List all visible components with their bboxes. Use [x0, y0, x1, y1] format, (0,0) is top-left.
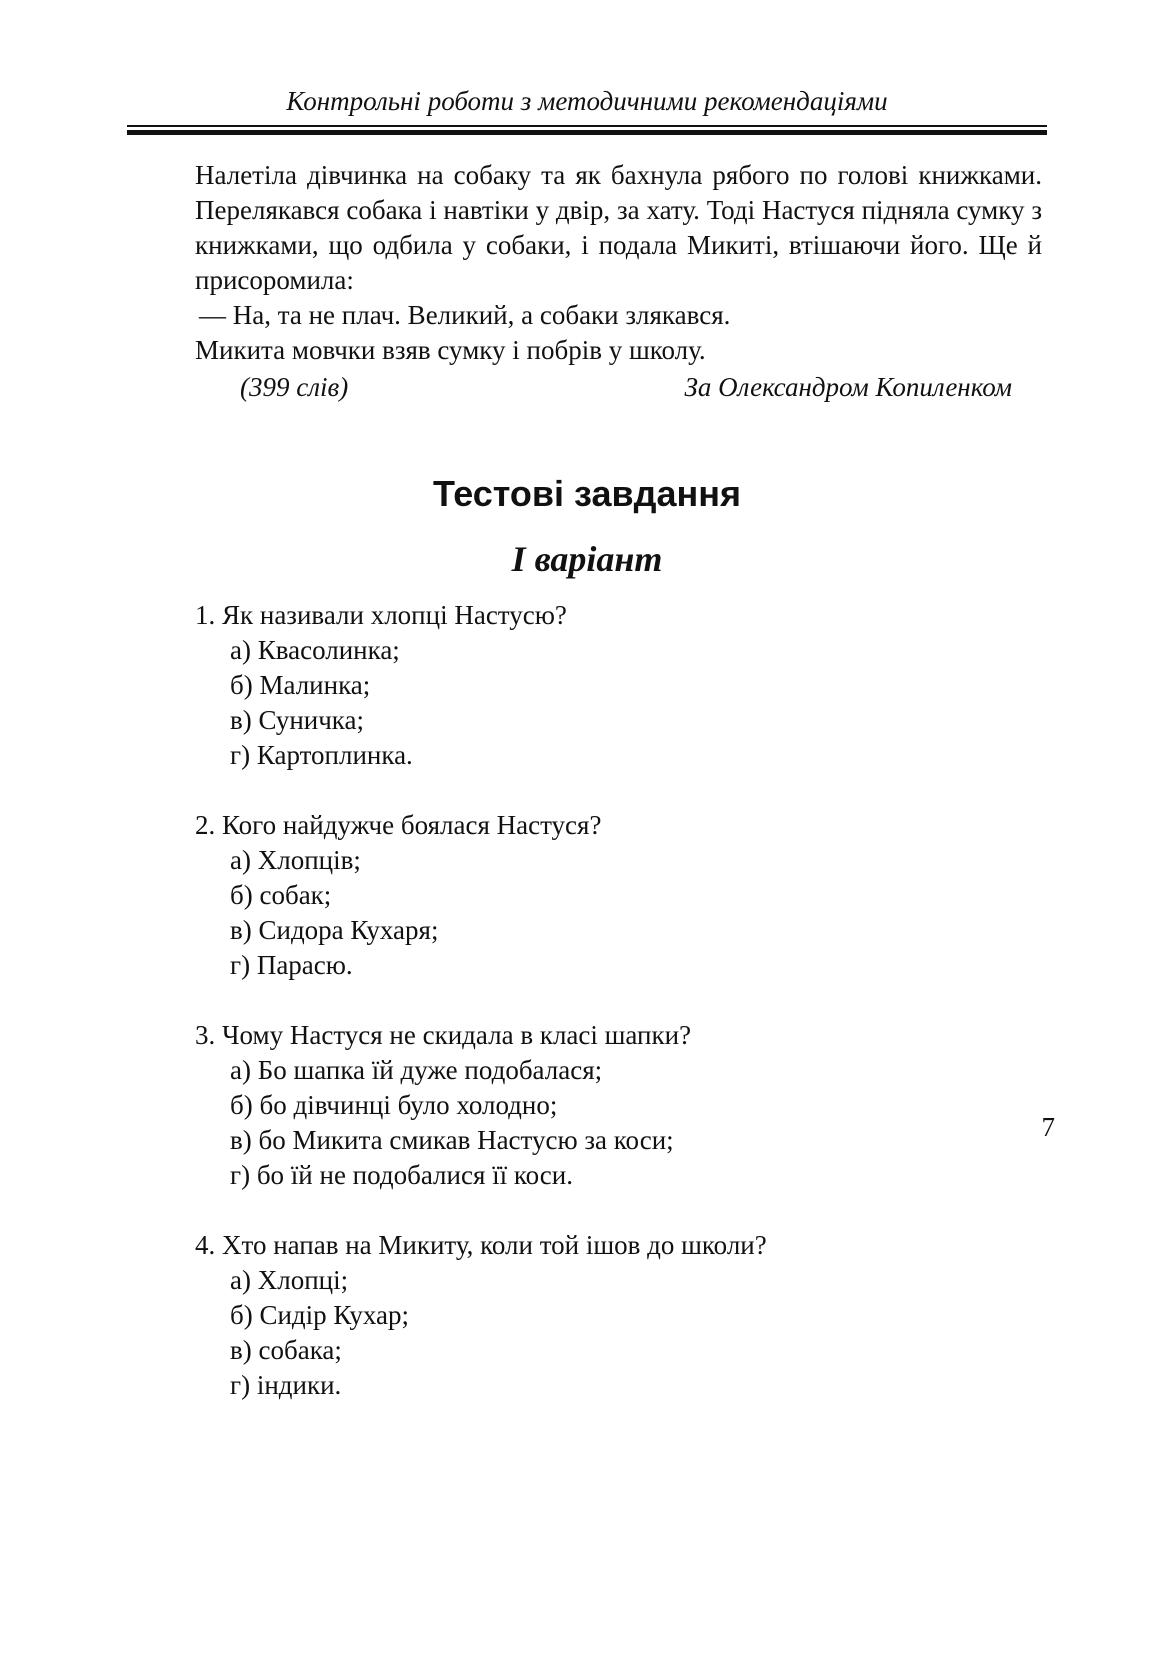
question-item — [195, 1018, 1045, 1193]
story-closing-line: Микита мовчки взяв сумку і побрів у школу. — [195, 335, 706, 365]
answer-option: б) Малинка; — [230, 670, 371, 700]
question-text: 4. Хто напав на Микиту, коли той ішов до школи? — [195, 1230, 767, 1260]
word-count: (399 слів) — [240, 372, 349, 402]
answer-option: в) Сидора Кухаря; — [230, 915, 439, 945]
answer-option: в) бо Микита смикав Настусю за коси; — [230, 1125, 674, 1155]
question-item — [195, 808, 1045, 983]
answer-option: г) Картоплинка. — [230, 740, 413, 770]
running-header: Контрольні роботи з методичними рекомендаціями — [286, 86, 888, 116]
variant-title: I варіант — [511, 539, 663, 579]
answer-option: б) бо дівчинці було холодно; — [230, 1090, 558, 1120]
question-item — [195, 598, 1045, 773]
question-list — [195, 598, 1045, 1438]
answer-option: а) Хлопці; — [230, 1265, 349, 1295]
story-paragraph: Налетіла дівчинка на собаку та як бахнула рябого по голові книжками. Перелякався собака і навтіки у двір, за хату. Тоді Настуся підняла сумку з книжками, що одбила у собаки, і подала Микиті, втішаючи його. Ще й присоромила: — [195, 160, 1042, 295]
section-title: Тестові завдання — [433, 473, 741, 514]
answer-option: в) Суничка; — [230, 705, 364, 735]
question-text: 3. Чому Настуся не скидала в класі шапки? — [195, 1020, 692, 1050]
answer-option: а) Бо шапка їй дуже подобалася; — [230, 1055, 603, 1085]
answer-option: в) собака; — [230, 1335, 342, 1365]
story-excerpt — [195, 158, 1042, 368]
answer-option: г) індики. — [230, 1370, 342, 1400]
answer-option: г) Парасю. — [230, 950, 353, 980]
header-rule-thin — [127, 125, 1047, 127]
header-rule-thick — [127, 130, 1047, 135]
question-text: 2. Кого найдужче боялася Настуся? — [195, 810, 602, 840]
question-item — [195, 1228, 1045, 1403]
author-credit: За Олександром Копиленком — [684, 372, 1012, 402]
question-text: 1. Як називали хлопці Настусю? — [195, 600, 567, 630]
page-number: 7 — [1041, 1112, 1055, 1142]
answer-option: а) Квасолинка; — [230, 635, 400, 665]
answer-option: а) Хлопців; — [230, 845, 361, 875]
story-dialog-line: — На, та не плач. Великий, а собаки злякався. — [199, 300, 731, 330]
answer-option: б) Сидір Кухар; — [230, 1300, 410, 1330]
answer-option: г) бо їй не подобалися її коси. — [230, 1160, 573, 1190]
answer-option: б) собак; — [230, 880, 332, 910]
